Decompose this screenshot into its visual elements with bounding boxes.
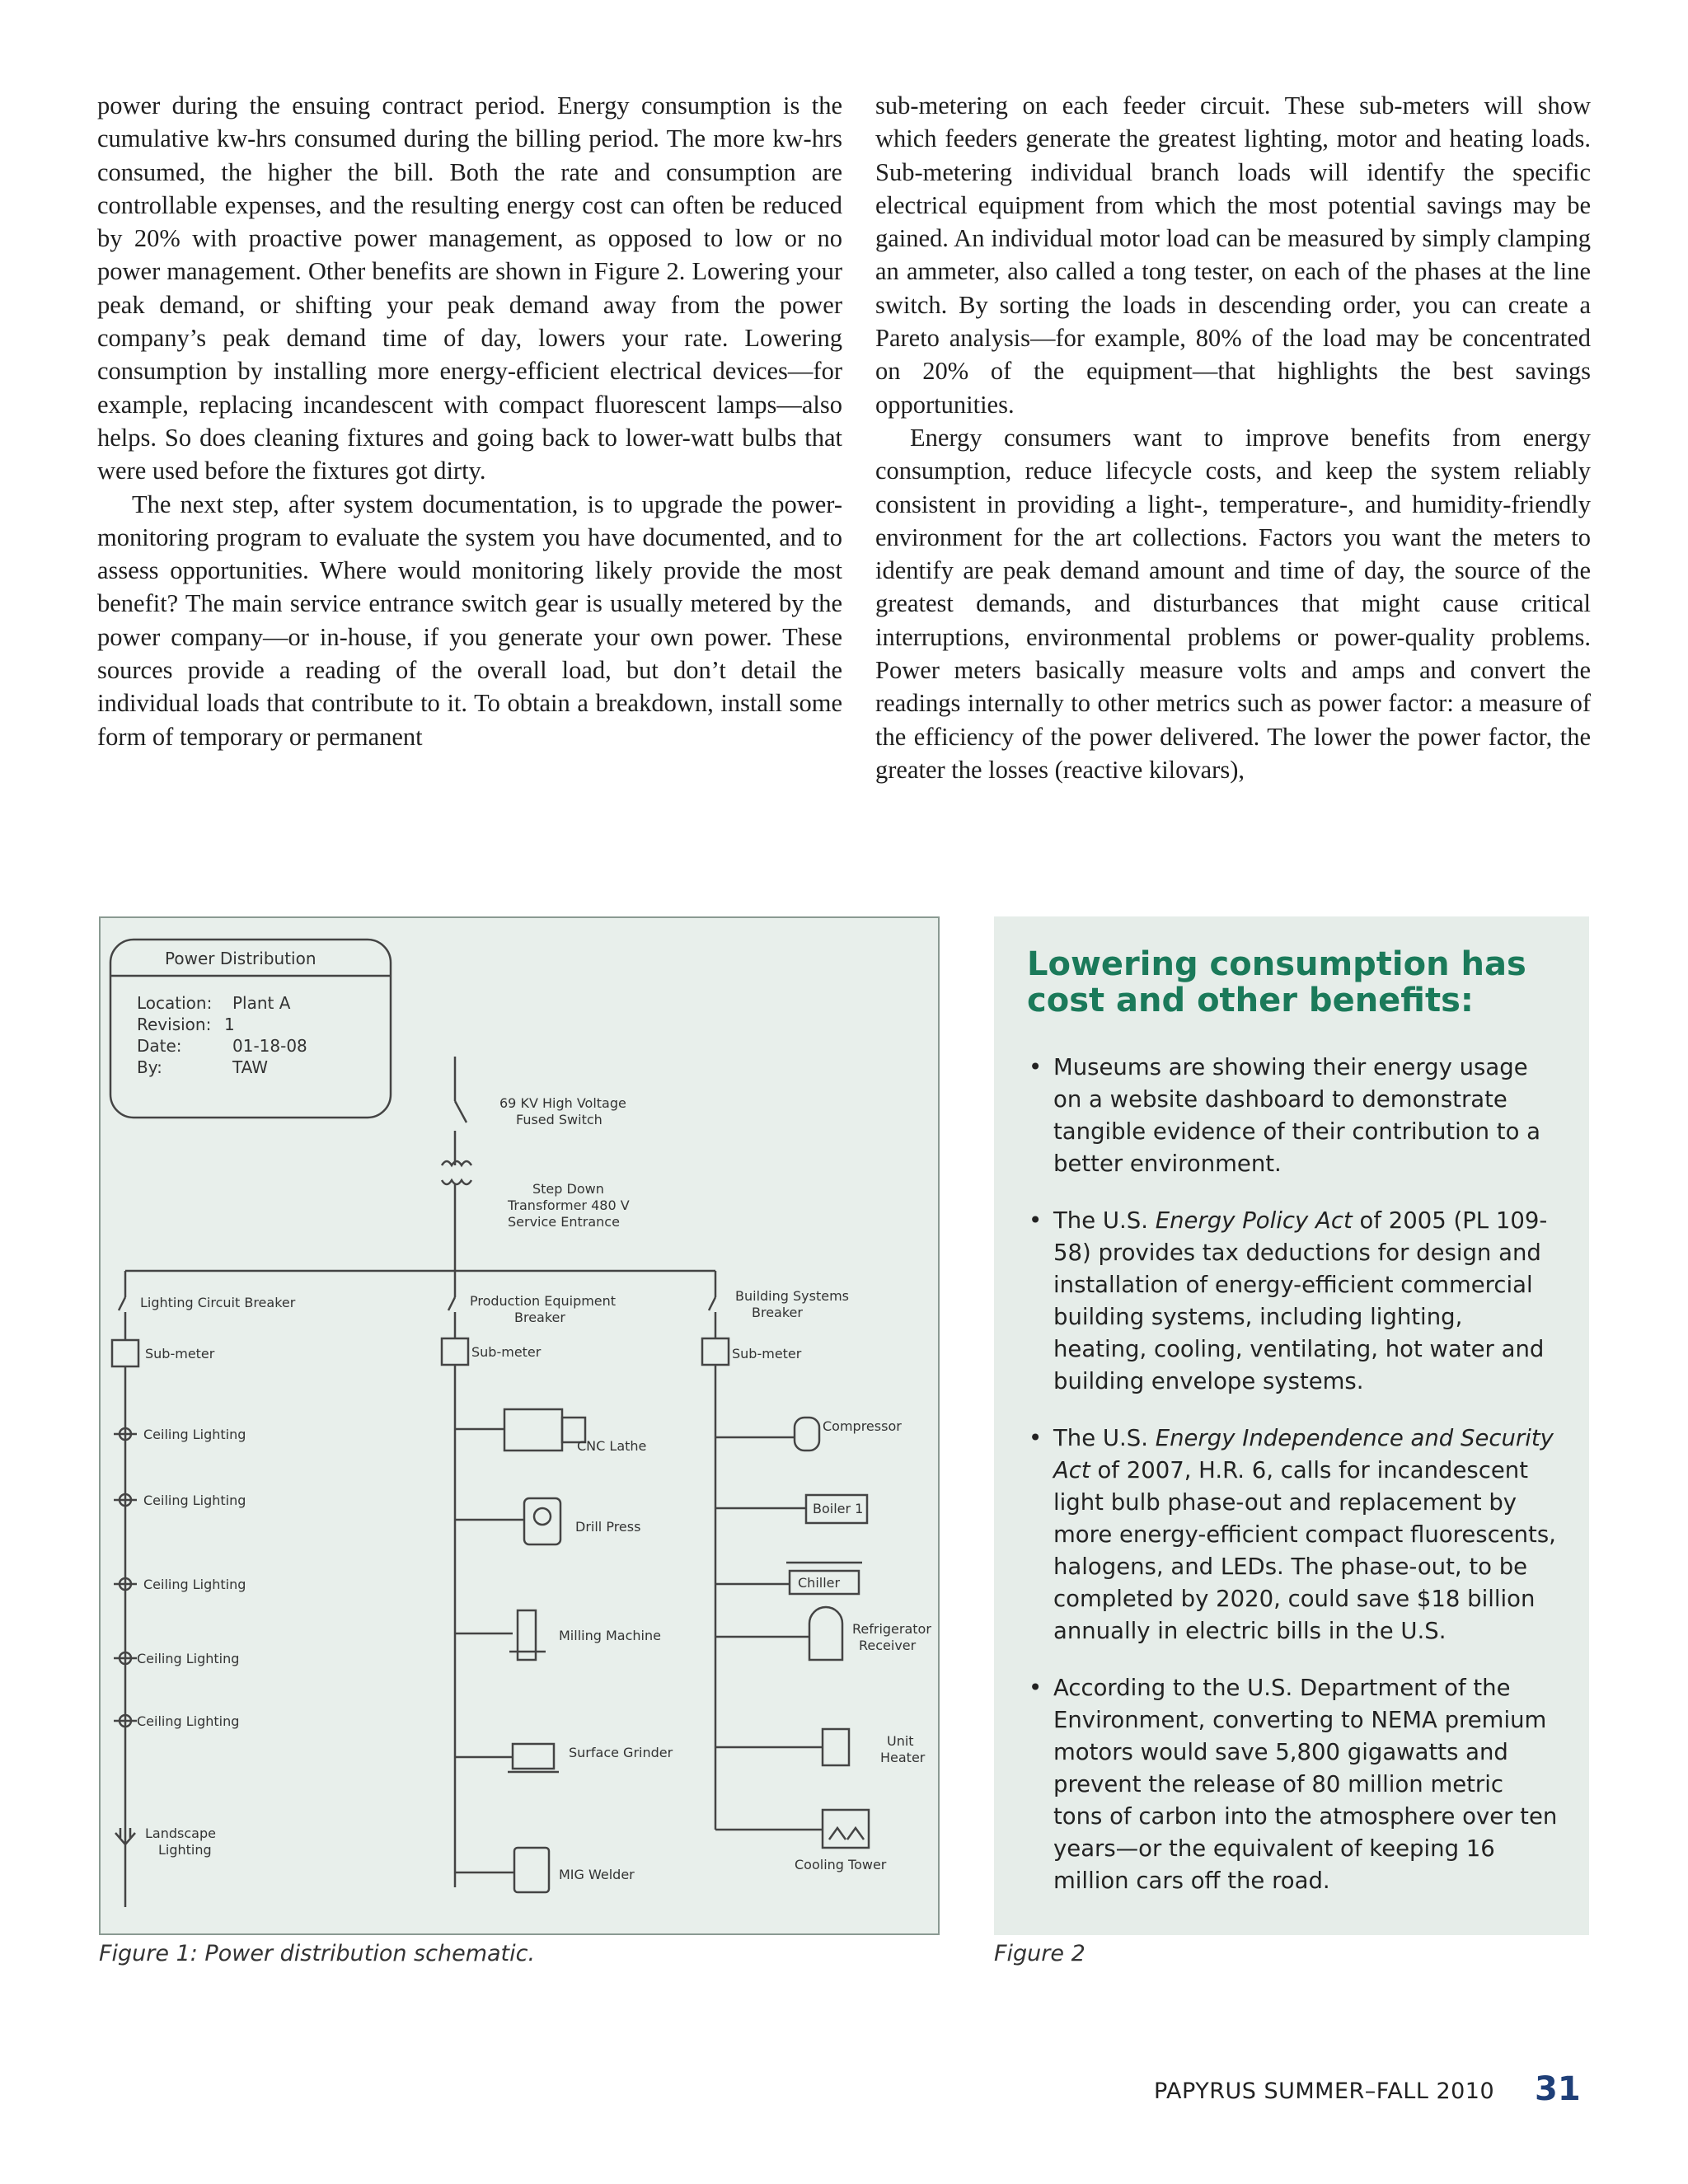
schematic-label: TAW [232,1057,269,1077]
transformer-primary [442,1161,471,1165]
power-distribution-schematic [99,916,940,1935]
schematic-label: Receiver [859,1638,917,1653]
benefits-list [1010,1052,1559,1897]
paragraph: The next step, after system documentation, is to upgrade the power-monitoring program to evaluate the system you have documented, and to assess opportunities. Where would monitoring likely provide the most benefit? The main service entrance switch gear is usually metered by the power company—or in-house, if you generate your own power. These sources provide a reading of the overall load, but don’t detail the individual loads that contribute to it. To obtain a breakdown, install some form of temporary or permanent [97,490,842,751]
cnc-lathe-icon [504,1409,562,1451]
sidebar-title: Lowering consumption has cost and other benefits: [1027,945,1526,1019]
schematic-wire [534,1508,551,1525]
schematic-label: Unit [887,1733,914,1749]
list-item: • The U.S. Energy Independence and Security Act of 2007, H.R. 6, calls for incandescent light bulb phase-out and replacement by more energy-efficient compact fluorescents, halogens, and LEDs. The phase-out, to be completed by 2020, could save $18 billion annually in electric bills in the U.S. [1010,1422,1559,1647]
schematic-label: Ceiling Lighting [143,1493,246,1508]
submeter-box [112,1340,138,1366]
schematic-label: Lighting Circuit Breaker [140,1295,296,1310]
schematic-label: By: [137,1057,162,1077]
schematic-label: Refrigerator [852,1621,931,1637]
schematic-label: Service Entrance [508,1214,620,1230]
schematic-wire [119,1297,125,1310]
schematic-label: Fused Switch [516,1112,603,1127]
schematic-label: Chiller [798,1575,841,1591]
list-item: • The U.S. Energy Policy Act of 2005 (PL 109-58) provides tax deductions for design and installation of energy-efficient commercial building systems, including lighting, heating, cooling, ventilating, hot water and building envelope systems. [1010,1205,1559,1398]
schematic-label: Date: [137,1036,182,1056]
schematic-label: CNC Lathe [577,1438,647,1454]
schematic-label: Cooling Tower [795,1857,887,1872]
schematic-label: Plant A [232,993,291,1013]
schematic-label: Sub-meter [732,1346,802,1361]
schematic-label: Sub-meter [145,1346,215,1361]
transformer-secondary [442,1180,471,1184]
submeter-box [442,1338,468,1365]
list-item: • Museums are showing their energy usage on a website dashboard to demonstrate tangible evidence of their contribution to a better environment. [1010,1052,1559,1180]
figure-2-caption: Figure 2 [994,1941,1085,1966]
schematic-label: Breaker [514,1310,565,1325]
schematic-label: MIG Welder [559,1867,635,1882]
schematic-label: 01-18-08 [232,1036,307,1056]
paragraph: sub-metering on each feeder circuit. These sub-meters will show which feeders generate the greatest lighting, motor and heating loads. Sub-metering individual branch loads will identify the specific electrical equipment from which the most potential savings may be gained. An individual motor load can be measured by simply clamping an ammeter, also called a tong tester, on each of the phases at the line switch. By sorting the loads in descending order, you can create a Pareto analysis—for example, 80% of the load may be concentrated on 20% of the equipment—that highlights the best savings opportunities. [875,91,1591,419]
schematic-label: Ceiling Lighting [143,1577,246,1592]
paragraph: power during the ensuing contract period. Energy consumption is the cumulative kw-hrs consumed during the billing period. The more kw-hrs consumed, the higher the bill. Both the rate and consumption are controllable expenses, and the resulting energy cost can often be reduced by 20% with proactive power management, as opposed to low or no power management. Other benefits are shown in Figure 2. Lowering your peak demand, or shifting your peak demand away from the power company’s peak demand time of day, lowers your rate. Lowering consumption by installing more energy-efficient electrical devices—for example, replacing incandescent with compact fluorescent lamps—also helps. So does cleaning fixtures and going back to lower-watt bulbs that were used before the fixtures got dirty. [97,91,842,485]
bullet: • [1029,1675,1043,1701]
bullet: • [1029,1054,1043,1080]
schematic-label: Surface Grinder [569,1745,673,1760]
schematic-label: Ceiling Lighting [137,1713,240,1729]
publication-title: PAPYRUS SUMMER–FALL 2010 [1154,2079,1495,2104]
bullet: • [1029,1425,1043,1451]
list-item: • According to the U.S. Department of the Environment, converting to NEMA premium motors would save 5,800 gigawatts and prevent the release of 80 million metric tons of carbon into the atmosphere over ten years—or the equivalent of keeping 16 million cars off the road. [1010,1672,1559,1897]
schematic-label: Ceiling Lighting [137,1651,240,1666]
schematic-label: Boiler 1 [813,1501,864,1516]
refrigerator-icon [809,1607,842,1660]
right-column [875,89,1591,786]
schematic-label: Transformer 480 V [508,1197,630,1213]
paragraph: Energy consumers want to improve benefits from energy consumption, reduce lifecycle costs, and keep the system reliably consistent in providing a light-, temperature-, and humidity-friendly environment for the art collections. Factors you want the meters to identify are peak demand amount and time of day, the source of the greatest demands, and disturbances that might cause critical interruptions, environmental problems or power-quality problems. Power meters basically measure volts and amps and convert the readings internally to other metrics such as power factor: a measure of the efficiency of the power delivered. The lower the power factor, the greater the losses (reactive kilovars), [875,423,1591,784]
cooling-tower-icon [823,1810,869,1848]
left-column [97,89,842,753]
schematic-label: Drill Press [575,1519,641,1535]
schematic-label: Compressor [823,1418,902,1434]
benefits-sidebar [994,916,1589,1935]
schematic-label: Building Systems [735,1288,849,1304]
schematic-label: Revision: [137,1015,212,1034]
switch-symbol [455,1101,467,1122]
bullet: • [1029,1207,1043,1234]
schematic-label: 69 KV High Voltage [499,1095,626,1111]
schematic-wire [448,1297,455,1310]
schematic-title: Power Distribution [165,949,316,968]
schematic-label: Sub-meter [471,1344,542,1360]
schematic-label: Milling Machine [559,1628,661,1643]
page-number: 31 [1535,2070,1581,2108]
compressor-icon [795,1418,819,1451]
schematic-label: Step Down [532,1181,604,1197]
schematic-label: Production Equipment [470,1293,617,1309]
schematic-label: 1 [224,1015,235,1034]
schematic-label: Landscape [145,1825,216,1841]
schematic-diagram [101,918,938,1933]
schematic-label: Heater [880,1750,926,1765]
mig-welder-icon [514,1848,549,1892]
figure-1-caption: Figure 1: Power distribution schematic. [99,1941,536,1966]
submeter-box [702,1338,729,1365]
schematic-wire [829,1828,864,1840]
schematic-label: Lighting [158,1842,212,1858]
surface-grinder-icon [513,1744,554,1769]
drill-press-icon [524,1498,560,1544]
schematic-label: Location: [137,993,213,1013]
schematic-label: Ceiling Lighting [143,1427,246,1442]
unit-heater-icon [823,1729,849,1765]
schematic-wire [709,1297,715,1310]
schematic-label: Breaker [752,1305,803,1320]
